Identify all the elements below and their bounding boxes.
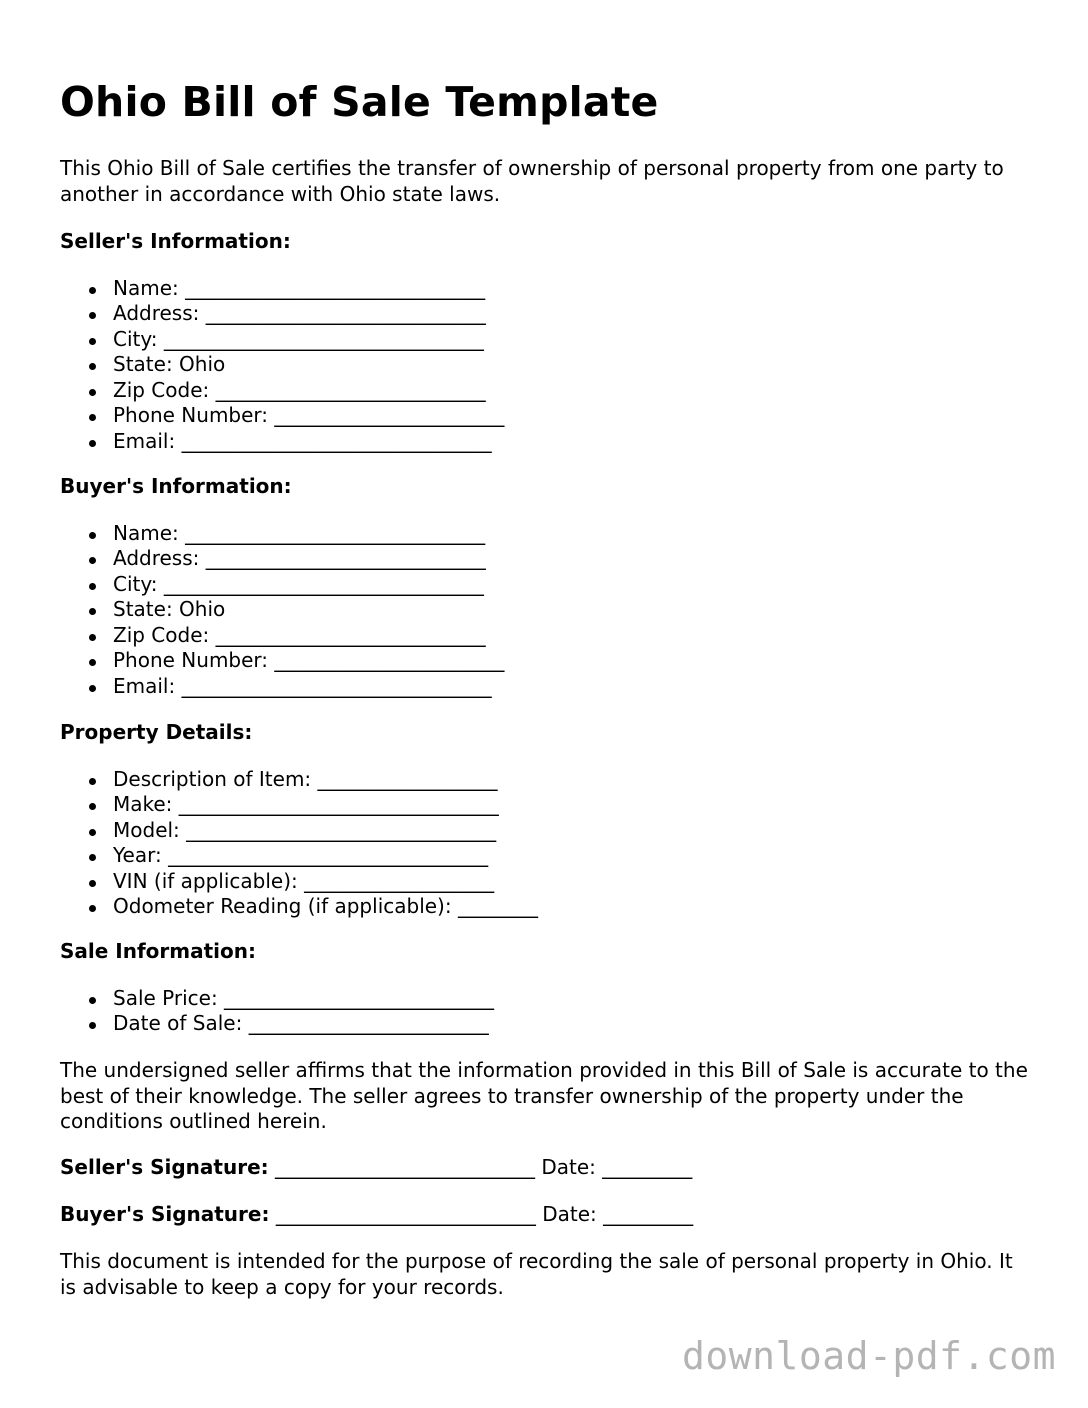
- list-item: Phone Number: _______________________: [60, 648, 1028, 674]
- list-item: Zip Code: ___________________________: [60, 623, 1028, 649]
- list-item: Make: ________________________________: [60, 792, 1028, 818]
- list-item: Sale Price: ___________________________: [60, 986, 1028, 1012]
- seller-signature-line: [60, 1155, 1028, 1181]
- affirmation-paragraph: The undersigned seller affirms that the information provided in this Bill of Sale is accurate to the best of their knowledge. The seller agrees to transfer ownership of the property under the conditions outlined herein.: [60, 1058, 1028, 1133]
- sale-heading: Sale Information:: [60, 939, 256, 963]
- list-item: Address: ____________________________: [60, 301, 1028, 327]
- list-item: Email: _______________________________: [60, 429, 1028, 455]
- buyer-signature-line: [60, 1202, 1028, 1228]
- document-title: Ohio Bill of Sale Template: [60, 78, 659, 126]
- seller-signature-label: Seller's Signature:: [60, 1155, 269, 1179]
- buyer-heading: Buyer's Information:: [60, 474, 292, 498]
- seller-list: [60, 276, 1028, 455]
- buyer-list: [60, 521, 1028, 700]
- list-item: State: Ohio: [60, 597, 1028, 623]
- buyer-signature-label: Buyer's Signature:: [60, 1202, 270, 1226]
- intro-paragraph: This Ohio Bill of Sale certifies the transfer of ownership of personal property from one party to another in accordance with Ohio state laws.: [60, 156, 1004, 206]
- seller-signature-blank: __________________________ Date: _________: [268, 1155, 693, 1179]
- sale-section: [60, 939, 1028, 1037]
- list-item: Name: ______________________________: [60, 521, 1028, 547]
- list-item: Description of Item: __________________: [60, 767, 1028, 793]
- list-item: Email: _______________________________: [60, 674, 1028, 700]
- buyer-section: [60, 474, 1028, 699]
- list-item: Name: ______________________________: [60, 276, 1028, 302]
- list-item: Zip Code: ___________________________: [60, 378, 1028, 404]
- list-item: Model: _______________________________: [60, 818, 1028, 844]
- list-item: Odometer Reading (if applicable): ________: [60, 894, 1028, 920]
- property-list: [60, 767, 1028, 920]
- footer-note: This document is intended for the purpose of recording the sale of personal property in Ohio. It is advisable to keep a copy for your records.: [60, 1249, 1013, 1299]
- buyer-signature-blank: __________________________ Date: _________: [269, 1202, 694, 1226]
- property-heading: Property Details:: [60, 720, 253, 744]
- seller-section: [60, 229, 1028, 454]
- seller-heading: Seller's Information:: [60, 229, 291, 253]
- property-section: [60, 720, 1028, 920]
- list-item: City: ________________________________: [60, 572, 1028, 598]
- list-item: Address: ____________________________: [60, 546, 1028, 572]
- list-item: State: Ohio: [60, 352, 1028, 378]
- list-item: City: ________________________________: [60, 327, 1028, 353]
- watermark: download-pdf.com: [681, 1334, 1056, 1378]
- list-item: VIN (if applicable): ___________________: [60, 869, 1028, 895]
- list-item: Phone Number: _______________________: [60, 403, 1028, 429]
- list-item: Date of Sale: ________________________: [60, 1011, 1028, 1037]
- list-item: Year: ________________________________: [60, 843, 1028, 869]
- sale-list: [60, 986, 1028, 1037]
